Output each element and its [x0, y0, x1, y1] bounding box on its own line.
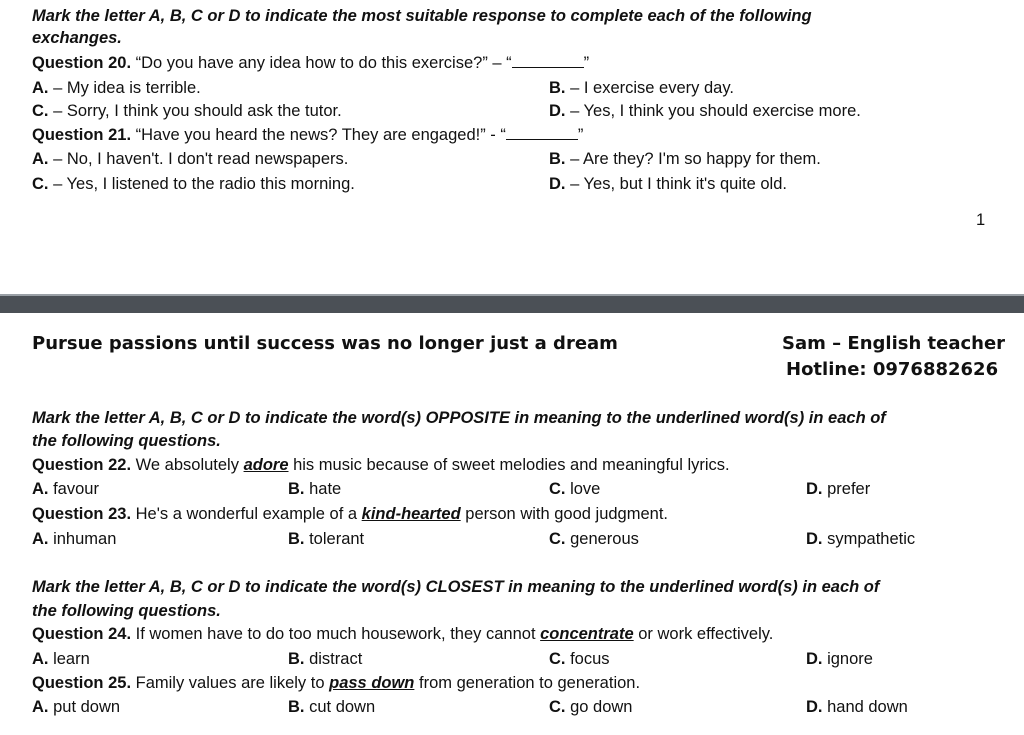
question-24 [32, 624, 773, 644]
option-text: cut down [309, 698, 376, 716]
option-letter: A. [32, 698, 49, 716]
option-letter: A. [32, 480, 49, 498]
option-c [549, 479, 600, 499]
question-text: “Do you have any idea how to do this exercise?” – “ [135, 54, 512, 72]
option-a [32, 697, 120, 717]
question-21 [32, 125, 583, 145]
option-d [806, 479, 870, 499]
question-text: or work effectively. [638, 625, 774, 643]
question-text: Family values are likely to [135, 674, 325, 692]
question-25 [32, 673, 640, 693]
option-text: favour [53, 480, 99, 498]
option-letter: D. [549, 175, 566, 193]
option-text: tolerant [309, 530, 365, 548]
page-number: 1 [976, 211, 986, 229]
header-teacher: Sam – English teacher [782, 333, 1006, 354]
option-letter: C. [549, 698, 566, 716]
option-letter: D. [806, 650, 823, 668]
option-letter: B. [549, 150, 566, 168]
option-text: – Yes, I listened to the radio this morning. [53, 175, 355, 193]
option-c [32, 101, 342, 121]
question-label: Question 21. [32, 126, 132, 144]
option-d [806, 697, 908, 717]
option-text: love [570, 480, 601, 498]
section-closest-line-1: Mark the letter A, B, C or D to indicate the word(s) CLOSEST in meaning to the underlined word(s) in each of [32, 578, 880, 596]
section-opposite-line-1: Mark the letter A, B, C or D to indicate the word(s) OPPOSITE in meaning to the underlined word(s) in each of [32, 409, 886, 427]
question-text: “Have you heard the news? They are engaged!” - “ [135, 126, 506, 144]
option-d [549, 174, 787, 194]
option-a [32, 149, 348, 169]
option-text: sympathetic [827, 530, 916, 548]
option-text: – Yes, but I think it's quite old. [570, 175, 787, 193]
underlined-word: adore [243, 456, 289, 474]
option-a [32, 78, 201, 98]
question-23 [32, 504, 668, 524]
option-text: learn [53, 650, 90, 668]
option-letter: D. [806, 698, 823, 716]
page-separator [0, 296, 1024, 313]
option-text: – Yes, I think you should exercise more. [570, 102, 861, 120]
underlined-word: concentrate [540, 625, 634, 643]
question-text: from generation to generation. [418, 674, 641, 692]
header-slogan: Pursue passions until success was no longer just a dream [32, 333, 618, 354]
section-opposite-line-2: the following questions. [32, 432, 221, 450]
question-text: We absolutely [135, 456, 239, 474]
option-letter: C. [549, 480, 566, 498]
option-text: put down [53, 698, 121, 716]
option-text: inhuman [53, 530, 117, 548]
question-22 [32, 455, 730, 475]
option-text: ignore [827, 650, 873, 668]
instruction-line-2: exchanges. [32, 29, 122, 47]
option-d [806, 649, 873, 669]
option-text: – Are they? I'm so happy for them. [570, 150, 821, 168]
option-text: distract [309, 650, 363, 668]
question-text-end: ” [577, 126, 584, 144]
option-text: – No, I haven't. I don't read newspapers. [53, 150, 349, 168]
answer-blank [506, 125, 578, 140]
option-c [549, 529, 639, 549]
option-letter: B. [549, 79, 566, 97]
option-text: go down [570, 698, 633, 716]
option-text: focus [570, 650, 610, 668]
option-text: hate [309, 480, 342, 498]
option-a [32, 649, 90, 669]
question-text: person with good judgment. [465, 505, 668, 523]
option-letter: C. [32, 102, 49, 120]
underlined-word: kind-hearted [361, 505, 461, 523]
option-letter: D. [549, 102, 566, 120]
underlined-word: pass down [329, 674, 415, 692]
option-letter: B. [288, 698, 305, 716]
option-text: generous [570, 530, 639, 548]
option-letter: C. [549, 650, 566, 668]
option-b [549, 78, 734, 98]
question-20 [32, 53, 589, 73]
option-letter: D. [806, 530, 823, 548]
option-letter: B. [288, 530, 305, 548]
option-b [288, 529, 364, 549]
question-label: Question 23. [32, 505, 132, 523]
header-hotline: Hotline: 0976882626 [786, 359, 999, 380]
option-d [549, 101, 861, 121]
answer-blank [512, 53, 584, 68]
option-letter: A. [32, 79, 49, 97]
question-label: Question 25. [32, 674, 132, 692]
option-b [288, 479, 341, 499]
question-text: If women have to do too much housework, they cannot [135, 625, 536, 643]
option-text: hand down [827, 698, 908, 716]
question-label: Question 22. [32, 456, 132, 474]
question-label: Question 20. [32, 54, 132, 72]
option-letter: B. [288, 650, 305, 668]
question-text-end: ” [583, 54, 590, 72]
option-letter: A. [32, 530, 49, 548]
option-b [549, 149, 821, 169]
option-text: – I exercise every day. [570, 79, 734, 97]
section-closest-line-2: the following questions. [32, 602, 221, 620]
question-text: He's a wonderful example of a [135, 505, 358, 523]
instruction-line-1: Mark the letter A, B, C or D to indicate the most suitable response to complete each of the following [32, 7, 812, 25]
option-letter: A. [32, 650, 49, 668]
option-letter: B. [288, 480, 305, 498]
question-text: his music because of sweet melodies and meaningful lyrics. [293, 456, 730, 474]
option-c [549, 649, 610, 669]
option-letter: C. [32, 175, 49, 193]
option-a [32, 529, 116, 549]
option-letter: D. [806, 480, 823, 498]
option-d [806, 529, 915, 549]
option-b [288, 649, 362, 669]
option-text: – My idea is terrible. [53, 79, 201, 97]
option-c [549, 697, 632, 717]
option-a [32, 479, 99, 499]
question-label: Question 24. [32, 625, 132, 643]
option-letter: C. [549, 530, 566, 548]
option-text: prefer [827, 480, 871, 498]
option-b [288, 697, 375, 717]
option-text: – Sorry, I think you should ask the tutor. [53, 102, 342, 120]
option-c [32, 174, 355, 194]
option-letter: A. [32, 150, 49, 168]
